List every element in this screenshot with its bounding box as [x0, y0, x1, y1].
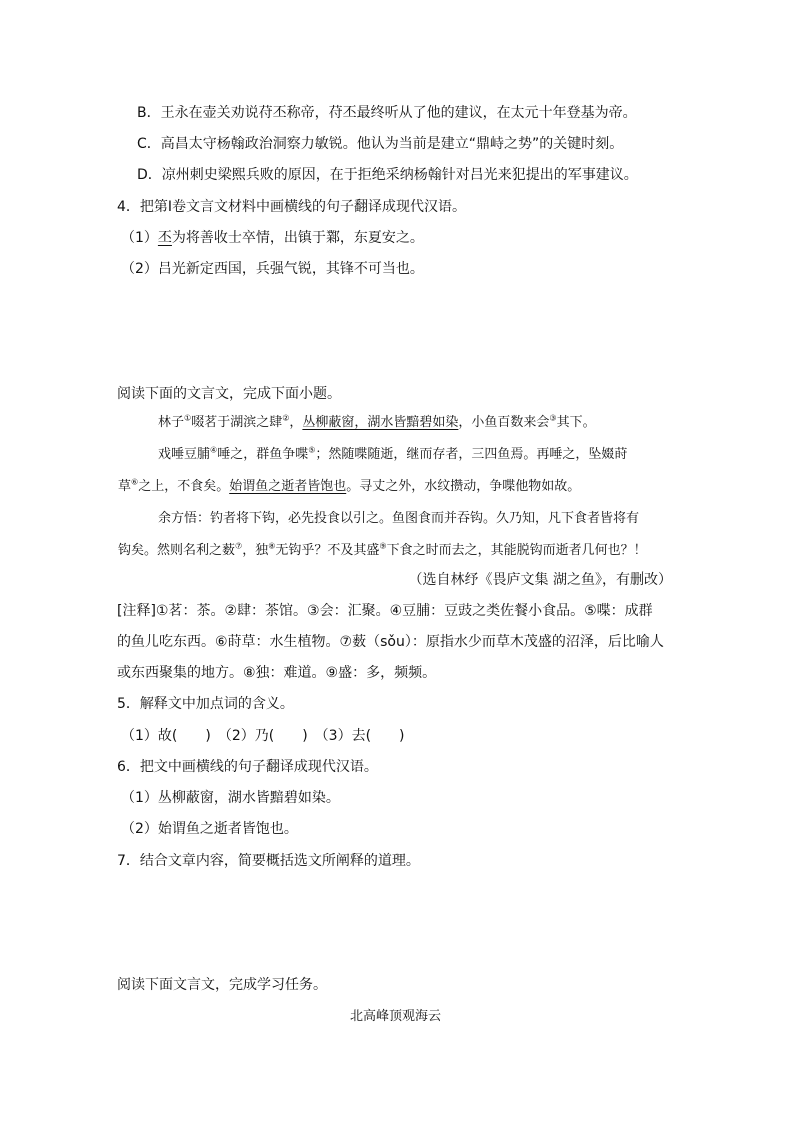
note-marker: ②	[282, 413, 290, 423]
underlined-sentence: 丛柳蔽窗，湖水皆黯碧如染	[302, 415, 459, 430]
note-marker: ①	[184, 413, 192, 423]
option-c: C．高昌太守杨翰政治洞察力敏锐。他认为当前是建立“鼎峙之势”的关键时刻。	[137, 136, 624, 152]
option-b: B．王永在壶关劝说苻丕称帝，苻丕最终听从了他的建议，在太元十年登基为帝。	[137, 105, 637, 121]
question-5-stem: 5．解释文中加点词的含义。	[117, 696, 294, 712]
sentence-number: （1）	[121, 230, 158, 246]
underlined-word: 丕	[157, 230, 172, 246]
note-marker: ⑤	[308, 445, 316, 455]
passage-line-3: 草⑥之上，不食矣。始谓鱼之逝者皆饱也。寻丈之外，水纹攒动，争喋他物如故。	[118, 477, 581, 494]
note-marker: ⑥	[131, 477, 139, 487]
note-marker: ⑨	[379, 541, 387, 551]
passage-source: （选自林纾《畏庐文集 湖之鱼》，有删改）	[408, 572, 672, 588]
question-6-stem: 6．把文中画横线的句子翻译成现代汉语。	[117, 759, 378, 775]
passage-line-4: 余方悟：钓者将下钩，必先投食以引之。鱼图食而并吞钩。久乃知，凡下食者皆将有	[158, 511, 640, 526]
question-6-sentence-1: （1）丛柳蔽窗，湖水皆黯碧如染。	[121, 790, 340, 806]
passage-line-1: 林子①啜茗于湖滨之肆②，丛柳蔽窗，湖水皆黯碧如染，小鱼百数来会③其下。	[158, 413, 596, 430]
sentence-text: 为将善收士卒情，出镇于鄴，东夏安之。	[171, 230, 424, 246]
note-marker: ④	[210, 445, 218, 455]
notes-line-2: 的鱼儿吃东西。⑥莳草：水生植物。⑦薮（sǒu）：原指水少而草木茂盛的沼泽，后比喻人	[117, 634, 664, 650]
passage-intro: 阅读下面的文言文，完成下面小题。	[117, 386, 341, 402]
question-5-items: （1）故( ) （2）乃( ) （3）去( )	[121, 728, 405, 744]
question-4-sentence-2: （2）吕光新定西国，兵强气锐，其锋不可当也。	[121, 261, 424, 277]
passage-3-title: 北高峰顶观海云	[350, 1009, 442, 1024]
notes-line-1: [注释]①茗：茶。②肆：茶馆。③会：汇聚。④豆脯：豆豉之类佐餐小食品。⑤喋：成群	[117, 603, 653, 619]
note-marker: ③	[549, 413, 557, 423]
passage-line-5: 钩矣。然则名利之薮⑦，独⑧无钩乎？不及其盛⑨下食之时而去之，其能脱钩而逝者几何也？！	[118, 541, 647, 558]
underlined-sentence: 始谓鱼之逝者皆饱也	[229, 479, 347, 494]
notes-line-3: 或东西聚集的地方。⑧独：难道。⑨盛：多，频频。	[117, 665, 437, 681]
question-4-stem: 4．把第Ⅰ卷文言文材料中画横线的句子翻译成现代汉语。	[117, 199, 467, 215]
question-6-sentence-2: （2）始谓鱼之逝者皆饱也。	[121, 821, 298, 837]
note-marker: ⑦	[235, 541, 243, 551]
note-marker: ⑧	[268, 541, 276, 551]
question-4-sentence-1	[121, 228, 424, 248]
option-d: D．凉州刺史梁熙兵败的原因，在于拒绝采纳杨翰针对吕光来犯提出的军事建议。	[137, 167, 638, 183]
question-7-stem: 7．结合文章内容，简要概括选文所阐释的道理。	[117, 853, 420, 869]
passage-3-intro: 阅读下面文言文，完成学习任务。	[117, 977, 327, 993]
passage-line-2: 戏唾豆脯④唾之，群鱼争喋⑤；然随喋随逝，继而存者，三四鱼焉。再唾之，坠娺莳	[158, 445, 628, 462]
